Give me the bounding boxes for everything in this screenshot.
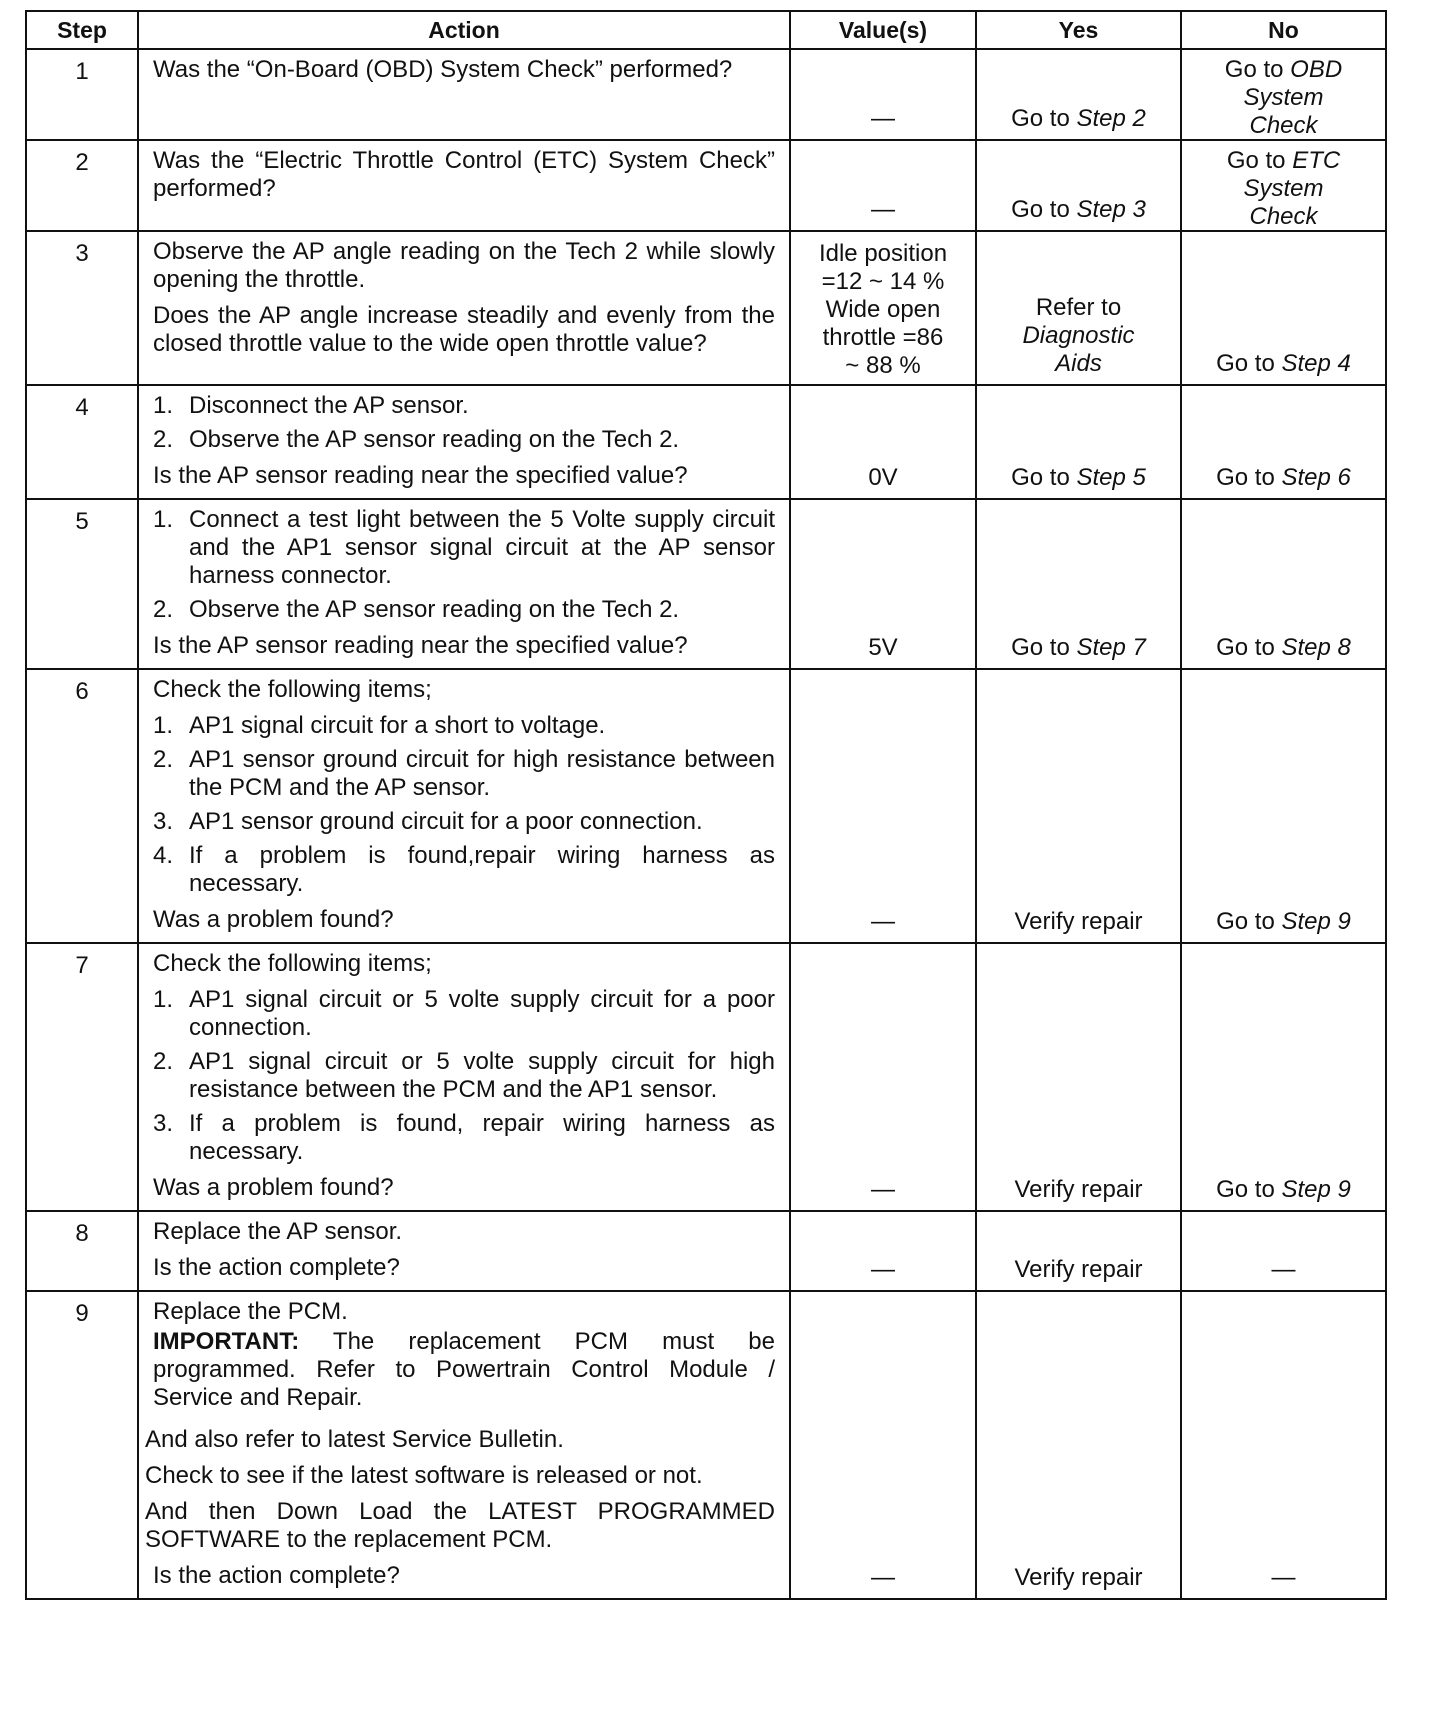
action-text: Was the “On-Board (OBD) System Check” performed? [153, 56, 733, 83]
action-cell [138, 943, 790, 1211]
no-prefix: Go to [1216, 1176, 1282, 1203]
yes-text [977, 634, 1180, 662]
value-text: — [871, 105, 895, 132]
action-intro: Check the following items; [153, 676, 432, 703]
no-prefix: Go to [1216, 464, 1282, 491]
important-note [153, 1328, 775, 1412]
action-list [153, 712, 775, 898]
step-number: 3 [26, 231, 138, 385]
table-row [26, 1211, 1386, 1291]
diagnostic-table-container [25, 10, 1385, 1600]
diagnostic-ref: Diagnostic [1022, 322, 1135, 349]
yes-step-ref: Step 2 [1076, 105, 1146, 132]
action-paragraph: Observe the AP angle reading on the Tech 2 while slowly opening the throttle. [153, 238, 775, 293]
value-text: — [871, 196, 895, 223]
yes-cell [976, 1211, 1181, 1291]
yes-step-ref: Step 3 [1076, 196, 1146, 223]
step-number: 5 [26, 499, 138, 669]
no-text: — [1271, 1256, 1296, 1283]
no-cell [1181, 1211, 1386, 1291]
important-text: The replacement PCM must be programmed. Refer to Powertrain Control Module / Service and Repair. [153, 1328, 775, 1411]
value-cell [790, 669, 976, 943]
value-text: — [871, 1564, 895, 1591]
no-cell [1181, 943, 1386, 1211]
header-step: Step [26, 11, 138, 49]
action-paragraph: Replace the PCM. [153, 1298, 348, 1325]
list-item-text: AP1 signal circuit or 5 volte supply circuit for high resistance between the PCM and the AP1 sensor. [189, 1048, 775, 1103]
value-line: =12 ~ 14 % [821, 268, 945, 295]
yes-prefix: Go to [1011, 464, 1077, 491]
list-item-text: AP1 signal circuit for a short to voltage. [189, 712, 606, 739]
action-question: Is the action complete? [153, 1562, 400, 1589]
list-item: 4. If a problem is found,repair wiring harness as necessary. [153, 842, 775, 897]
list-item: 3. If a problem is found, repair wiring harness as necessary. [153, 1110, 775, 1165]
no-cell [1181, 231, 1386, 385]
list-item-text: If a problem is found, repair wiring harness as necessary. [189, 1110, 775, 1165]
no-text [1182, 56, 1385, 140]
yes-text: Verify repair [1014, 908, 1143, 935]
action-cell [138, 1291, 790, 1599]
yes-cell [976, 669, 1181, 943]
action-intro: Check the following items; [153, 950, 432, 977]
list-item-text: AP1 sensor ground circuit for a poor connection. [189, 808, 703, 835]
list-item: 2. AP1 sensor ground circuit for high resistance between the PCM and the AP sensor. [153, 746, 775, 801]
value-line: ~ 88 % [845, 352, 921, 379]
action-question: Was a problem found? [153, 1174, 394, 1201]
no-step-ref: Step 9 [1281, 908, 1351, 935]
important-label: IMPORTANT: [153, 1328, 300, 1355]
list-item-text: If a problem is found,repair wiring harness as necessary. [189, 842, 775, 897]
step-number: 1 [26, 49, 138, 140]
no-step-ref: Step 8 [1281, 634, 1351, 661]
yes-text: Verify repair [1014, 1256, 1143, 1283]
no-prefix: Go to [1226, 147, 1293, 174]
header-yes: Yes [976, 11, 1181, 49]
yes-step-ref: Step 7 [1076, 634, 1146, 661]
no-ref-line1: ETC [1292, 147, 1341, 174]
yes-text [977, 196, 1180, 224]
action-list [153, 392, 775, 454]
table-row [26, 1291, 1386, 1599]
aids-ref: Aids [1055, 350, 1102, 377]
value-cell [790, 385, 976, 499]
no-prefix: Go to [1216, 908, 1282, 935]
action-cell [138, 231, 790, 385]
table-row [26, 943, 1386, 1211]
value-cell [790, 1291, 976, 1599]
value-text: — [871, 1176, 895, 1203]
step-number: 6 [26, 669, 138, 943]
yes-text [977, 105, 1180, 133]
no-text [1182, 1176, 1385, 1204]
action-question: Is the action complete? [153, 1254, 400, 1281]
action-question: Is the AP sensor reading near the specified value? [153, 462, 688, 489]
action-text: Was the “Electric Throttle Control (ETC) System Check” performed? [153, 147, 775, 202]
no-cell [1181, 499, 1386, 669]
action-cell [138, 669, 790, 943]
value-cell [790, 1211, 976, 1291]
action-cell [138, 499, 790, 669]
yes-text: Verify repair [1014, 1564, 1143, 1591]
no-step-ref: Step 6 [1281, 464, 1351, 491]
software-check-note: Check to see if the latest software is released or not. [145, 1462, 703, 1489]
step-number: 4 [26, 385, 138, 499]
list-item: 2. AP1 signal circuit or 5 volte supply circuit for high resistance between the PCM and the AP1 sensor. [153, 1048, 775, 1103]
no-cell [1181, 669, 1386, 943]
no-ref-line2: System [1243, 84, 1324, 111]
yes-cell [976, 943, 1181, 1211]
action-list [153, 506, 775, 624]
list-item-text: Observe the AP sensor reading on the Tech 2. [189, 596, 680, 623]
header-no: No [1181, 11, 1386, 49]
no-text [1182, 464, 1385, 492]
table-header-row [26, 11, 1386, 49]
no-ref-line3: Check [1249, 112, 1318, 139]
list-item-text: Connect a test light between the 5 Volte supply circuit and the AP1 sensor signal circuit at the AP sensor harness connector. [189, 506, 775, 589]
yes-cell [976, 499, 1181, 669]
yes-line: Refer to [1035, 294, 1122, 321]
no-cell [1181, 49, 1386, 140]
table-row [26, 49, 1386, 140]
list-item: 1. Disconnect the AP sensor. [153, 392, 775, 420]
list-item-text: Disconnect the AP sensor. [189, 392, 469, 419]
action-cell [138, 385, 790, 499]
value-line: Idle position [818, 240, 948, 267]
action-cell [138, 1211, 790, 1291]
value-text: — [871, 908, 895, 935]
no-prefix: Go to [1216, 350, 1282, 377]
value-text: 0V [868, 464, 898, 491]
bulletin-note: And also refer to latest Service Bulletin. [145, 1426, 564, 1453]
no-text: — [1271, 1564, 1296, 1591]
table-row [26, 231, 1386, 385]
diagnostic-table [25, 10, 1387, 1600]
yes-text: Verify repair [1014, 1176, 1143, 1203]
yes-prefix: Go to [1011, 105, 1077, 132]
table-row [26, 140, 1386, 231]
header-values: Value(s) [790, 11, 976, 49]
yes-cell [976, 231, 1181, 385]
list-item: 3. AP1 sensor ground circuit for a poor connection. [153, 808, 775, 836]
no-text [1182, 634, 1385, 662]
action-question: Was a problem found? [153, 906, 394, 933]
no-ref-line3: Check [1249, 203, 1318, 230]
yes-line-italic [977, 350, 1180, 378]
action-cell [138, 49, 790, 140]
yes-text [977, 464, 1180, 492]
no-prefix: Go to [1224, 56, 1291, 83]
value-line: Wide open [825, 296, 941, 323]
value-cell [790, 943, 976, 1211]
no-text [1182, 350, 1385, 378]
yes-cell [976, 49, 1181, 140]
action-list [153, 986, 775, 1166]
yes-cell [976, 385, 1181, 499]
action-question: Does the AP angle increase steadily and evenly from the closed throttle value to the wide open throttle value? [153, 302, 775, 357]
list-item-text: AP1 sensor ground circuit for high resistance between the PCM and the AP sensor. [189, 746, 775, 801]
no-text [1182, 147, 1385, 231]
no-ref-line1: OBD [1290, 56, 1343, 83]
table-row [26, 499, 1386, 669]
yes-cell [976, 1291, 1181, 1599]
list-item: 1. Connect a test light between the 5 Volte supply circuit and the AP1 sensor signal circuit at the AP sensor harness connector. [153, 506, 775, 589]
yes-prefix: Go to [1011, 634, 1077, 661]
list-item-text: Observe the AP sensor reading on the Tech 2. [189, 426, 680, 453]
yes-step-ref: Step 5 [1076, 464, 1146, 491]
yes-prefix: Go to [1011, 196, 1077, 223]
value-text: — [871, 1256, 895, 1283]
download-note: And then Down Load the LATEST PROGRAMMED SOFTWARE to the replacement PCM. [145, 1498, 775, 1553]
no-prefix: Go to [1216, 634, 1282, 661]
list-item: 1. AP1 signal circuit or 5 volte supply circuit for a poor connection. [153, 986, 775, 1041]
value-cell [790, 140, 976, 231]
no-text [1182, 908, 1385, 936]
no-cell [1181, 1291, 1386, 1599]
yes-text [977, 294, 1180, 378]
step-number: 2 [26, 140, 138, 231]
step-number: 7 [26, 943, 138, 1211]
table-row [26, 385, 1386, 499]
value-cell [790, 231, 976, 385]
step-number: 9 [26, 1291, 138, 1599]
list-item: 2. Observe the AP sensor reading on the Tech 2. [153, 596, 775, 624]
table-row [26, 669, 1386, 943]
header-action: Action [138, 11, 790, 49]
no-cell [1181, 140, 1386, 231]
step-number: 8 [26, 1211, 138, 1291]
yes-cell [976, 140, 1181, 231]
action-question: Is the AP sensor reading near the specified value? [153, 632, 688, 659]
list-item-text: AP1 signal circuit or 5 volte supply circuit for a poor connection. [189, 986, 775, 1041]
no-step-ref: Step 9 [1281, 1176, 1351, 1203]
no-cell [1181, 385, 1386, 499]
action-cell [138, 140, 790, 231]
list-item: 2. Observe the AP sensor reading on the Tech 2. [153, 426, 775, 454]
no-ref-line2: System [1243, 175, 1324, 202]
value-text: 5V [868, 634, 898, 661]
value-cell [790, 49, 976, 140]
action-paragraph: Replace the AP sensor. [153, 1218, 403, 1245]
value-cell [790, 499, 976, 669]
no-step-ref: Step 4 [1281, 350, 1351, 377]
yes-line-italic [977, 322, 1180, 350]
value-text [791, 240, 975, 380]
value-line: throttle =86 [822, 324, 944, 351]
list-item: 1. AP1 signal circuit for a short to voltage. [153, 712, 775, 740]
